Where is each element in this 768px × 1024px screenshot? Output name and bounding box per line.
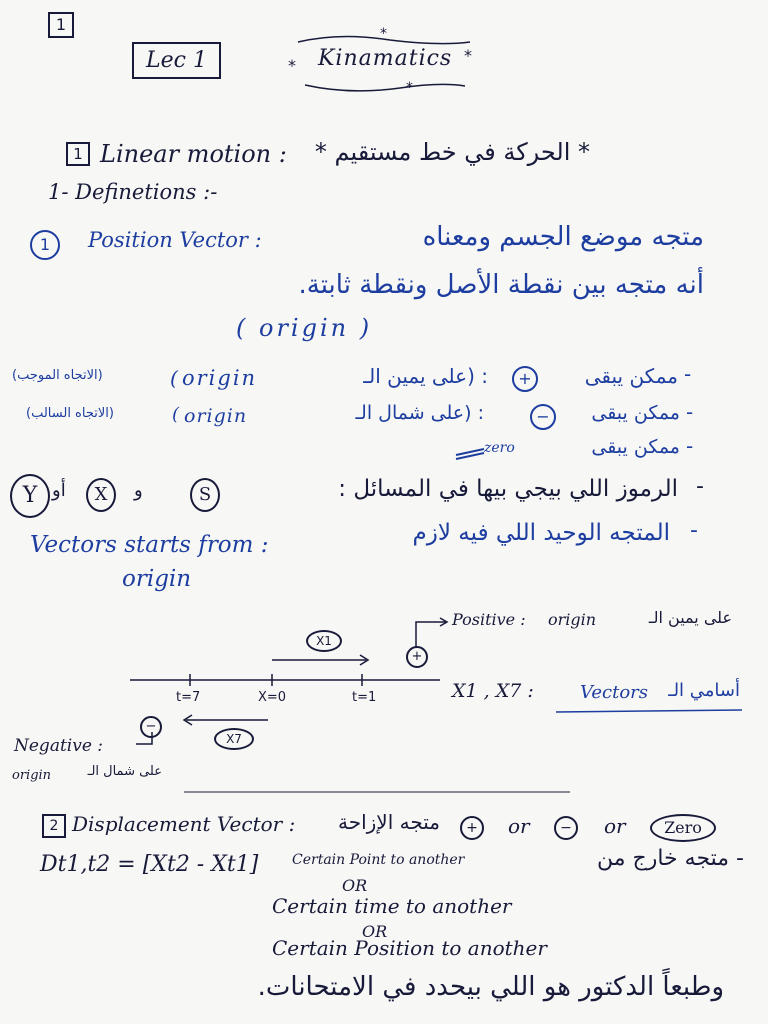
plus-symbol: + (406, 646, 428, 668)
sign-note-origin: origin (184, 405, 248, 427)
displacement-label: Displacement Vector : (72, 812, 296, 836)
tick-label: t=7 (176, 690, 201, 705)
minus-symbol: − (140, 716, 162, 738)
section-title: Linear motion : (100, 140, 287, 168)
zero-badge: Zero (650, 814, 716, 842)
certain-time-text: Certain time to another (272, 894, 512, 918)
displacement-arabic: متجه الإزاحة (337, 810, 440, 834)
plus-symbol: + (512, 366, 538, 392)
title-star: * (380, 26, 387, 42)
vectors-start-origin: origin (122, 566, 192, 592)
x7-badge: X7 (214, 728, 254, 750)
dash: - (684, 362, 692, 386)
minus-symbol: − (530, 404, 556, 430)
or-word: or (604, 814, 626, 838)
position-vector-label: Position Vector : (88, 228, 262, 252)
dash: - (690, 518, 698, 543)
symbols-connector-and: و (134, 480, 143, 501)
symbol-y-badge: Y (10, 474, 50, 518)
sign-note-open: ( (172, 404, 180, 425)
sign-note-aside: (الاتجاه الموجب) (12, 368, 103, 383)
negative-label: Negative : (14, 736, 104, 756)
title-star: * (464, 46, 472, 65)
item-number-badge: 2 (42, 814, 66, 838)
sign-note-text: ممكن يبقى (591, 402, 680, 424)
section-number: 1 (66, 142, 90, 166)
sign-note-positive (8, 362, 708, 396)
item-number-badge: 1 (30, 230, 60, 260)
title-star: * (288, 56, 296, 75)
certain-point-text: Certain Point to another (292, 852, 465, 868)
displacement-from-arabic: - متجه خارج من (597, 846, 744, 871)
displacement-formula: Dt1,t2 = [Xt2 - Xt1] (40, 852, 259, 877)
position-vector-arabic-line2: أنه متجه بين نقطة الأصل ونقطة ثابتة. (298, 270, 704, 300)
symbol-s-badge: S (190, 478, 220, 512)
sign-note-text: ممكن يبقى (591, 436, 680, 458)
tick-label: X=0 (258, 690, 287, 705)
certain-position-text: Certain Position to another (272, 936, 547, 960)
closing-note-arabic: وطبعاً الدكتور هو اللي بيحدد في الامتحانات. (257, 972, 724, 1002)
sign-note-desc: : (على يمين الـ (363, 364, 488, 388)
sign-note-open: ( (170, 366, 178, 390)
definitions-heading: 1- Definetions :- (48, 180, 218, 204)
symbols-line-text: الرموز اللي بيجي بيها في المسائل : (338, 476, 678, 502)
negative-origin: origin (12, 768, 52, 783)
tick-label: t=1 (352, 690, 377, 705)
plus-symbol: + (460, 816, 484, 840)
negative-arabic: على شمال الـ (87, 764, 162, 779)
vectors-start-arabic: المتجه الوحيد اللي فيه لازم (412, 520, 670, 546)
symbols-connector-or: أو (52, 480, 66, 501)
sign-note-negative (8, 400, 708, 434)
sign-note-desc: : (على شمال الـ (355, 402, 484, 424)
or-word: or (508, 814, 530, 838)
positive-label: Positive : (452, 610, 526, 629)
sign-note-zero-word: zero (484, 440, 515, 456)
names-en: X1 , X7 : (452, 680, 534, 702)
sign-note-origin: origin (182, 366, 258, 390)
names-arabic: أسامي الـ (668, 680, 740, 701)
positive-origin: origin (548, 610, 597, 629)
positive-arabic: على يمين الـ (648, 608, 732, 627)
section-title-arabic: * الحركة في خط مستقيم * (314, 138, 590, 166)
or-caps: OR (362, 922, 388, 941)
topic-title: Kinamatics (318, 46, 453, 71)
position-vector-arabic-line1: متجه موضع الجسم ومعناه (422, 222, 704, 252)
dash: - (686, 400, 694, 424)
dash: - (686, 434, 694, 458)
or-caps: OR (342, 876, 368, 895)
symbol-x-badge: X (86, 478, 116, 512)
lecture-label: Lec 1 (132, 42, 221, 79)
minus-symbol: − (554, 816, 578, 840)
origin-parenthetical: ( origin ) (236, 314, 373, 342)
names-vectors: Vectors (580, 682, 648, 703)
x1-badge: X1 (306, 630, 342, 652)
dash: - (696, 474, 704, 499)
sign-note-zero (8, 434, 708, 468)
vectors-start-label: Vectors starts from : (30, 532, 269, 558)
title-star: * (406, 80, 413, 96)
symbols-line (6, 470, 726, 520)
sign-note-aside: (الاتجاه السالب) (26, 406, 114, 421)
page-number: 1 (48, 12, 74, 38)
sign-note-text: ممكن يبقى (584, 364, 678, 388)
